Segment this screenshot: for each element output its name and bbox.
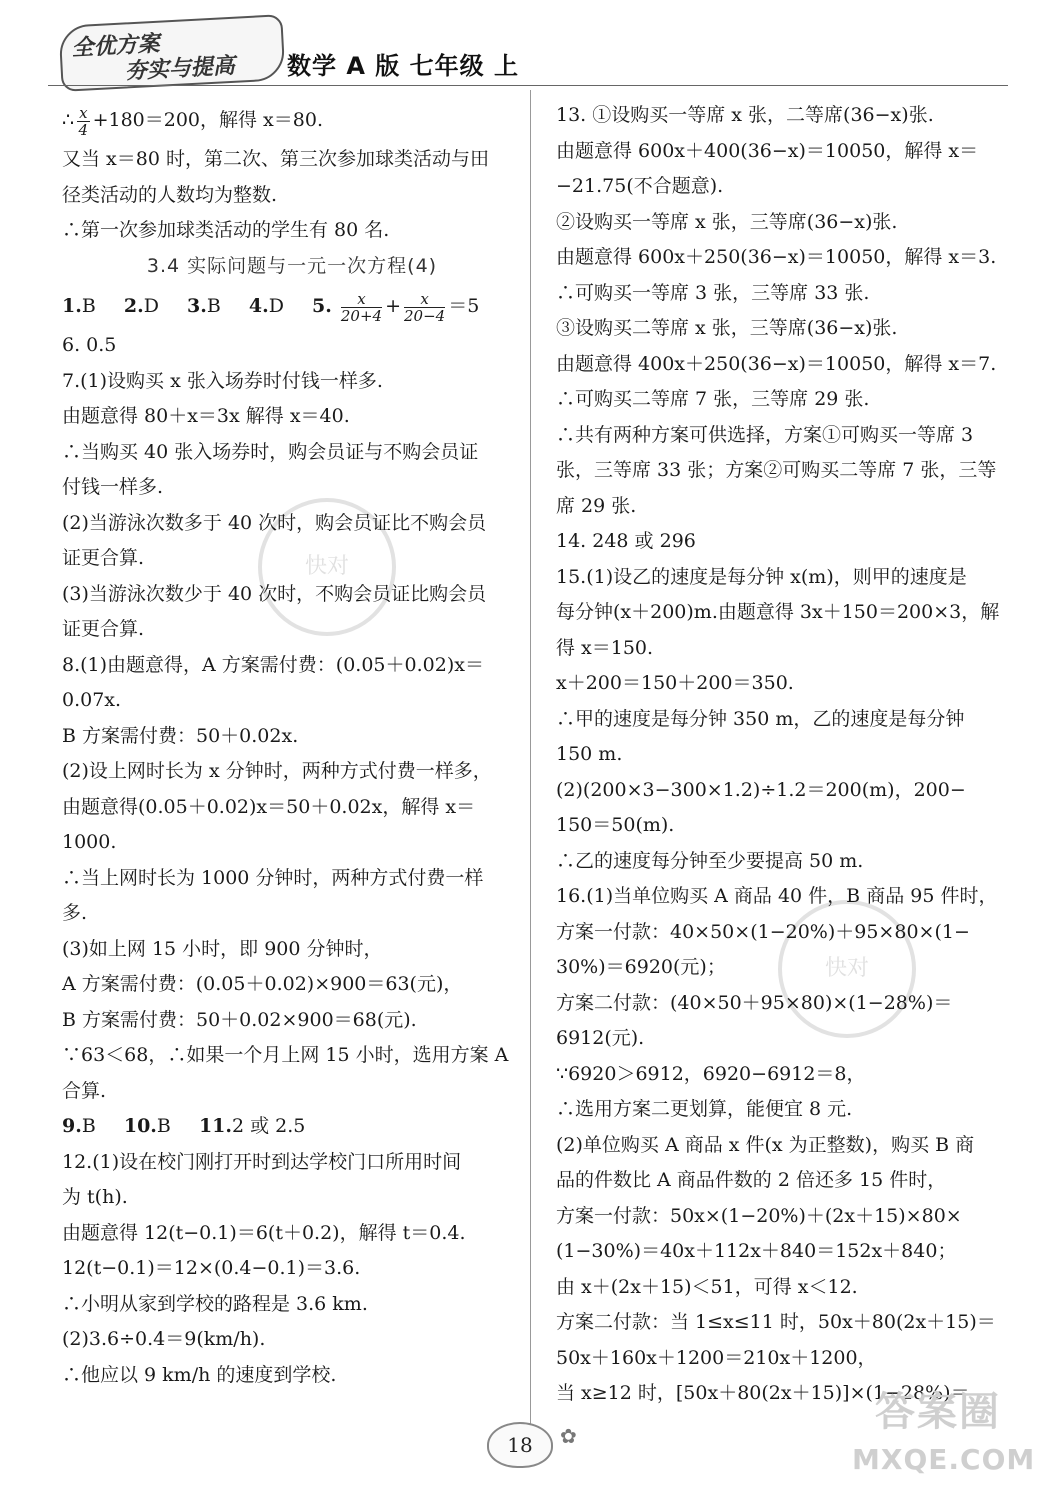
answer-line: 6. 0.5: [62, 334, 117, 356]
answer-line: 由题意得 400x＋250(36−x)＝10050，解得 x＝7.: [556, 352, 997, 375]
answer-line: 12(t−0.1)＝12×(0.4−0.1)＝3.6.: [62, 1257, 361, 1279]
watermark-stamp-left: 快对: [258, 498, 396, 636]
logo-line-2: 夯实与提高: [124, 52, 236, 85]
answer-line: 证更合算.: [62, 547, 145, 569]
answer-line: (2)(200×3−300×1.2)÷1.2＝200(m)，200−: [556, 778, 966, 801]
answer-line: 得 x＝150.: [556, 636, 654, 659]
answer-line: 0.07x.: [62, 689, 122, 711]
answer-line: ∴选用方案二更划算，能便宜 8 元.: [556, 1098, 853, 1120]
answer-line: 方案一付款：40×50×(1−20%)＋95×80×(1−: [556, 920, 970, 943]
choice-answers-row: [62, 1109, 522, 1145]
choice-answer: 11.2 或 2.5: [198, 1115, 306, 1137]
answer-line: 12.(1)设在校门刚打开时到达学校门口所用时间: [62, 1150, 462, 1173]
answer-line: 方案一付款：50x×(1−20%)＋(2x＋15)×80×: [556, 1204, 962, 1227]
answer-line: 50x＋160x＋1200＝210x＋1200，: [556, 1346, 877, 1369]
choice-answer: 9.B: [62, 1115, 96, 1137]
logo-line-1: 全优方案: [70, 30, 161, 62]
answer-line: 为 t(h).: [62, 1186, 128, 1208]
site-watermark: [852, 1384, 1036, 1488]
answer-line: 由题意得 600x＋400(36−x)＝10050，解得 x＝: [556, 139, 979, 162]
answer-line: ②设购买一等席 x 张，三等席(36−x)张.: [556, 210, 898, 233]
answer-line: 径类活动的人数均为整数.: [62, 183, 278, 206]
answer-line: 品的件数比 A 商品件数的 2 倍还多 15 件时，: [556, 1169, 947, 1191]
header-rule: [48, 85, 1008, 86]
choice-answer: 3.B: [186, 295, 221, 317]
answer-line: 合算.: [62, 1079, 107, 1102]
answer-line: ∴ $\frac{x}{4}$ +180＝200，解得 x＝80.: [62, 103, 323, 139]
answer-line: 证更合算.: [62, 618, 145, 640]
answer-line: (2)3.6÷0.4＝9(km/h).: [62, 1328, 266, 1350]
answer-line: A 方案需付费：(0.05＋0.02)×900＝63(元)，: [62, 973, 463, 995]
answer-line: ∴可购买一等席 3 张，三等席 33 张.: [556, 281, 870, 304]
answer-line: 150 m.: [556, 743, 623, 765]
answer-line: (2)设上网时长为 x 分钟时，两种方式付费一样多，: [62, 760, 492, 782]
fraction: $\frac{x}{20-4}$: [403, 289, 446, 325]
answer-line: 当 x≥12 时，[50x＋80(2x＋15)]×(1−28%)＝: [556, 1382, 970, 1404]
answer-line: 6912(元).: [556, 1027, 645, 1049]
answer-line: ∴小明从家到学校的路程是 3.6 km.: [62, 1292, 368, 1315]
answer-line: 7.(1)设购买 x 张入场券时付钱一样多.: [62, 369, 383, 392]
answer-line: −21.75(不合题意).: [556, 175, 724, 197]
answer-line: ∴可购买二等席 7 张，三等席 29 张.: [556, 388, 870, 410]
answer-line: ∴当购买 40 张入场券时，购会员证与不购会员证: [62, 440, 479, 463]
answer-line: 由题意得 12(t−0.1)＝6(t＋0.2)，解得 t＝0.4.: [62, 1221, 466, 1244]
answer-line: 由题意得 80＋x＝3x 解得 x＝40.: [62, 405, 350, 427]
page-header: [0, 0, 1038, 95]
right-column: [556, 98, 1006, 1412]
answer-line: 由题意得(0.05＋0.02)x＝50＋0.02x，解得 x＝: [62, 795, 476, 818]
answer-line: ∴第一次参加球类活动的学生有 80 名.: [62, 219, 390, 241]
answer-line: 15.(1)设乙的速度是每分钟 x(m)，则甲的速度是: [556, 565, 967, 588]
choice-answer: 4.D: [248, 295, 284, 317]
page-number: 18: [487, 1422, 553, 1468]
answer-line: ∴乙的速度每分钟至少要提高 50 m.: [556, 849, 864, 872]
answer-line: 16.(1)当单位购买 A 商品 40 件，B 商品 95 件时，: [556, 885, 998, 907]
answer-line: (3)当游泳次数少于 40 次时，不购会员证比购会员: [62, 582, 487, 605]
answer-line: 张，三等席 33 张；方案②可购买二等席 7 张，三等: [556, 459, 997, 481]
answer-line: 由 x＋(2x＋15)＜51，可得 x＜12.: [556, 1275, 858, 1298]
q5-answer: 5. $\frac{x}{20+4}$ + $\frac{x}{20-4}$ ＝5: [311, 289, 480, 325]
answer-line: (1−30%)＝40x＋112x＋840＝152x＋840；: [556, 1240, 957, 1262]
answer-line: 30%)＝6920(元)；: [556, 956, 726, 978]
choice-answer: 2.D: [123, 295, 159, 317]
answer-line: 又当 x＝80 时，第二次、第三次参加球类活动与田: [62, 148, 489, 170]
left-column: [62, 98, 522, 1393]
site-watermark-en: MXQE.COM: [852, 1443, 1036, 1476]
header-title: 数学 A 版 七年级 上: [287, 52, 519, 80]
answer-line: 多.: [62, 902, 88, 924]
answer-line: x＋200＝150＋200＝350.: [556, 672, 794, 694]
answer-line: 13. ①设购买一等席 x 张，二等席(36−x)张.: [556, 104, 934, 126]
fraction: $\frac{x}{20+4}$: [340, 289, 383, 325]
series-logo: [58, 14, 285, 92]
column-divider: [530, 90, 531, 1430]
answer-line: 14. 248 或 296: [556, 530, 696, 552]
site-watermark-cn: 答案圈: [875, 1389, 1001, 1435]
answer-line: 席 29 张.: [556, 494, 637, 517]
answer-line: 每分钟(x＋200)m.由题意得 3x＋150＝200×3，解: [556, 601, 1000, 623]
answer-line: 方案二付款：(40×50＋95×80)×(1−28%)＝: [556, 991, 953, 1014]
palm-decoration-icon: ✿: [560, 1424, 577, 1448]
answer-line: (2)单位购买 A 商品 x 件(x 为正整数)，购买 B 商: [556, 1133, 975, 1156]
answer-line: B 方案需付费：50＋0.02x.: [62, 724, 299, 747]
choice-answer: 1.B: [62, 295, 96, 317]
answer-line: 8.(1)由题意得，A 方案需付费：(0.05＋0.02)x＝: [62, 653, 484, 676]
choice-answers-row: [62, 284, 522, 328]
answer-line: ∴他应以 9 km/h 的速度到学校.: [62, 1363, 337, 1386]
answer-line: (3)如上网 15 小时，即 900 分钟时，: [62, 937, 383, 960]
answer-line: ∵63＜68，∴如果一个月上网 15 小时，选用方案 A: [62, 1044, 509, 1066]
section-title: 3.4 实际问题与一元一次方程(4): [146, 254, 438, 277]
answer-line: ∵6920＞6912，6920−6912＝8，: [556, 1062, 866, 1085]
answer-line: ∴共有两种方案可供选择，方案①可购买一等席 3: [556, 423, 974, 446]
answer-line: 方案二付款：当 1≤x≤11 时，50x＋80(2x＋15)＝: [556, 1311, 996, 1333]
fraction: $\frac{x}{4}$: [78, 103, 89, 139]
answer-line: ③设购买二等席 x 张，三等席(36−x)张.: [556, 317, 898, 339]
choice-answer: 10.B: [123, 1115, 171, 1137]
answer-line: (2)当游泳次数多于 40 次时，购会员证比不购会员: [62, 511, 487, 534]
answer-line: 由题意得 600x＋250(36−x)＝10050，解得 x＝3.: [556, 246, 997, 268]
answer-line: B 方案需付费：50＋0.02×900＝68(元).: [62, 1008, 417, 1031]
answer-line: 付钱一样多.: [62, 476, 164, 498]
watermark-stamp-right: 快对: [778, 900, 916, 1038]
answer-line: ∴甲的速度是每分钟 350 m，乙的速度是每分钟: [556, 707, 965, 730]
answer-line: ∴当上网时长为 1000 分钟时，两种方式付费一样: [62, 866, 484, 889]
answer-line: 1000.: [62, 831, 117, 853]
answer-line: 150＝50(m).: [556, 814, 675, 836]
